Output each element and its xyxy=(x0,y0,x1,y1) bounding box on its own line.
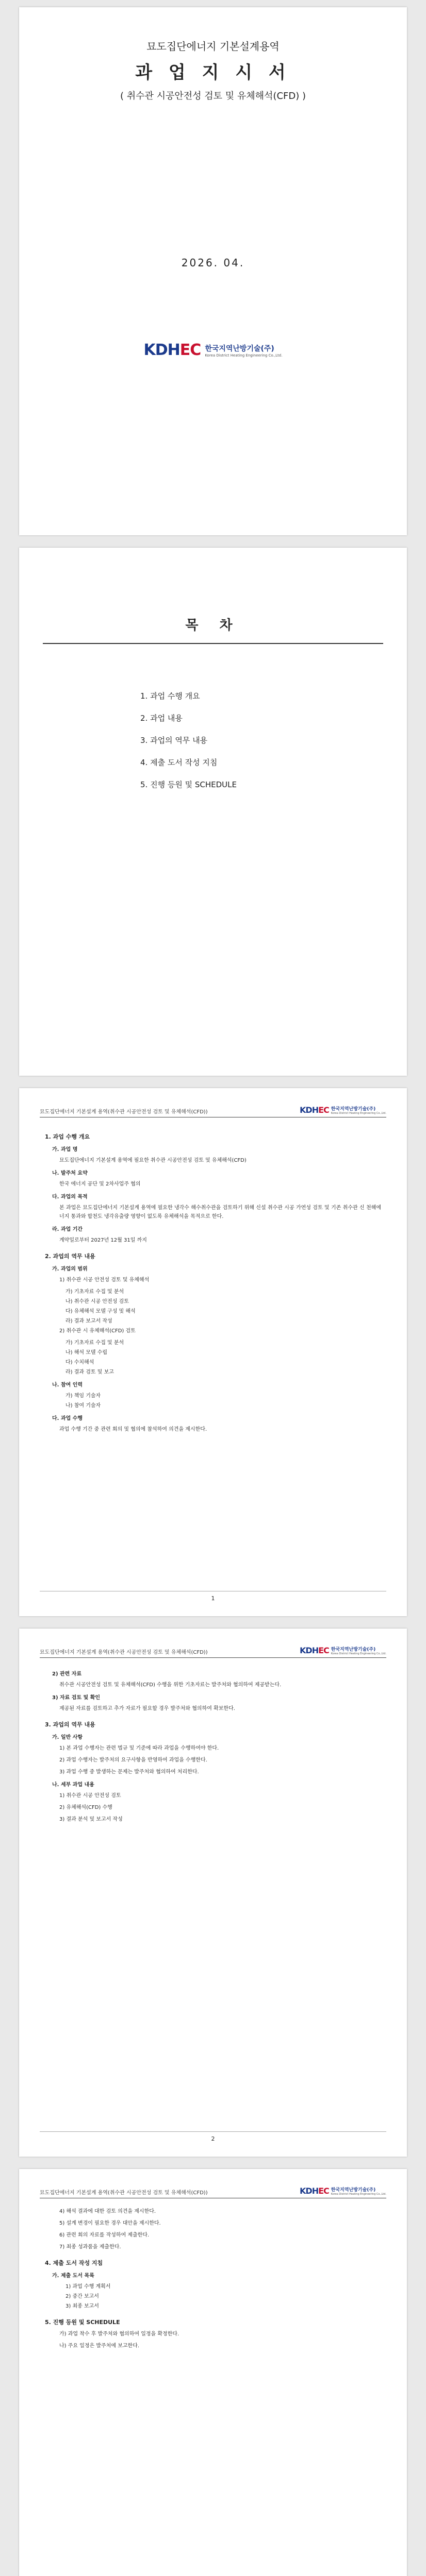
paragraph: 1) 본 과업 수행자는 관련 법규 및 기준에 따라 과업을 수행하여야 한다. xyxy=(59,1745,219,1751)
header-title: 묘도집단에너지 기본설계 용역(취수관 시공안전성 검토 및 유체해석(CFD)) xyxy=(40,2190,208,2196)
paragraph: 4) 해석 결과에 대한 검토 의견을 제시한다. xyxy=(59,2209,156,2214)
toc-item: 3. 과업의 역무 내용 xyxy=(140,736,208,745)
logo-company-name-en: Korea District Heating Engineering Co.,Ltd. xyxy=(331,1112,386,1115)
logo-mark: KDHEC xyxy=(300,1646,329,1655)
page-content xyxy=(45,1666,381,1827)
paragraph: 1) 취수관 시공 안전성 검토 xyxy=(59,1793,121,1799)
toc-item: 4. 제출 도서 작성 지침 xyxy=(140,758,218,767)
body-page xyxy=(19,1088,407,1616)
page-content xyxy=(45,2206,381,2353)
list-item: 2) 중간 보고서 xyxy=(65,2294,99,2299)
list-item: 1) 과업 수행 계획서 xyxy=(65,2284,111,2290)
subsection-heading: 나. 참여 인력 xyxy=(52,1382,83,1388)
logo-company-name: 한국지역난방기술(주) xyxy=(331,1107,376,1112)
logo-mark: KDHEC xyxy=(300,2186,329,2196)
paragraph: 한국 에너지 공단 및 2차사업주 협의 xyxy=(59,1181,141,1187)
header-logo xyxy=(300,1646,386,1655)
paragraph: 3) 과업 수행 중 발생하는 문제는 발주처와 협의하여 처리한다. xyxy=(59,1769,199,1775)
body-page xyxy=(19,1629,407,2157)
page-number: 2 xyxy=(211,2136,215,2142)
subsection-heading: 나. 세부 과업 내용 xyxy=(52,1782,94,1788)
cover-subtitle: ( 취수관 시공안전성 검토 및 유체해석(CFD) ) xyxy=(120,91,306,101)
paragraph: 2) 과업 수행자는 발주처의 요구사항을 반영하여 과업을 수행한다. xyxy=(59,1757,207,1763)
page-number: 1 xyxy=(211,1595,215,1602)
company-logo xyxy=(19,341,407,359)
paragraph: 취수관 시공안전성 검토 및 유체해석(CFD) 수행을 위한 기초자료는 발주처와 협의하여 제공받는다. xyxy=(59,1682,282,1688)
cover-project-name: 묘도집단에너지 기본설계용역 xyxy=(146,40,280,53)
list-item: 나) 취수관 시공 안전성 검토 xyxy=(65,1299,129,1304)
footer-divider xyxy=(40,2131,386,2132)
logo-company-name: 한국지역난방기술(주) xyxy=(205,344,274,353)
list-item: 다) 수치해석 xyxy=(65,1360,94,1365)
body-page xyxy=(19,2169,407,2576)
paragraph: 제공된 자료를 검토하고 추가 자료가 필요할 경우 발주처와 협의하여 확보한다. xyxy=(59,1706,235,1711)
subsection-heading: 다. 과업의 목적 xyxy=(52,1194,88,1200)
cover-date: 2026. 04. xyxy=(181,257,245,269)
header-title: 묘도집단에너지 기본설계 용역(취수관 시공안전성 검토 및 유체해석(CFD)) xyxy=(40,1109,208,1115)
subsection-heading: 가. 과업 명 xyxy=(52,1147,78,1153)
toc-title: 목 차 xyxy=(185,618,241,633)
cover-title-block xyxy=(19,7,407,102)
list-item: 가) 책임 기술자 xyxy=(65,1393,101,1399)
subsection-heading: 3) 자료 검토 및 확인 xyxy=(52,1695,101,1701)
section-heading: 2. 과업의 역무 내용 xyxy=(45,1253,95,1260)
paragraph: 묘도집단에너지 기본설계 용역에 필요한 취수관 시공안전성 검토 및 유체해석(CFD) xyxy=(59,1158,247,1163)
paragraph: 본 과업은 묘도집단에너지 기본설계 용역에 필요한 냉각수 해수취수관을 검토하기 위해 신설 취수관 시공 가연성 검토 및 기존 취수관 신 천해에너지 통과와 합천도 냉각유출량 영향이 없도록 유체해석을 목적으로 한다. xyxy=(59,1205,381,1219)
subsection-heading: 나. 발주처 요약 xyxy=(52,1171,88,1176)
header-title: 묘도집단에너지 기본설계 용역(취수관 시공안전성 검토 및 유체해석(CFD)) xyxy=(40,1650,208,1655)
subsection-heading: 2) 관련 자료 xyxy=(52,1671,82,1677)
list-item: 가) 기초자료 수집 및 분석 xyxy=(65,1289,124,1295)
logo-mark: KDHEC xyxy=(143,341,201,359)
paragraph: 과업 수행 기간 중 관련 회의 및 협의에 참석하여 의견을 제시한다. xyxy=(59,1427,207,1432)
logo-company-name: 한국지역난방기술(주) xyxy=(331,2188,376,2193)
logo-company-name-en: Korea District Heating Engineering Co.,Ltd. xyxy=(331,2193,386,2196)
subsection-heading: 가. 과업의 범위 xyxy=(52,1266,88,1272)
toc-page xyxy=(19,548,407,1076)
paragraph: 5) 설계 변경이 필요한 경우 대안을 제시한다. xyxy=(59,2221,161,2226)
paragraph: 가) 과업 착수 후 발주처와 협의하여 일정을 확정한다. xyxy=(59,2331,179,2337)
header-logo xyxy=(300,1105,386,1115)
subsection-heading: 가. 일반 사항 xyxy=(52,1735,83,1740)
cover-document-title: 과 업 지 시 서 xyxy=(135,62,291,83)
page-content xyxy=(45,1125,381,1437)
header-logo xyxy=(300,2186,386,2196)
logo-company-name: 한국지역난방기술(주) xyxy=(331,1647,376,1652)
page-header xyxy=(40,2182,386,2198)
subsection-heading: 가. 제출 도서 목록 xyxy=(52,2273,94,2279)
toc-divider xyxy=(43,643,383,644)
paragraph: 나) 주요 일정은 발주처에 보고한다. xyxy=(59,2343,140,2349)
toc-item: 5. 진행 등원 및 SCHEDULE xyxy=(140,780,237,789)
list-item: 3) 최종 보고서 xyxy=(65,2303,99,2309)
list-item: 라) 결과 보고서 작성 xyxy=(65,1318,112,1324)
page-header xyxy=(40,1101,386,1117)
list-item: 나) 참여 기술자 xyxy=(65,1403,101,1409)
logo-company-name-en: Korea District Heating Engineering Co.,Ltd. xyxy=(205,353,283,358)
page-header xyxy=(40,1642,386,1658)
paragraph: 계약일로부터 2027년 12월 31일 까지 xyxy=(59,1238,147,1243)
logo-company-name-en: Korea District Heating Engineering Co.,Ltd. xyxy=(331,1652,386,1655)
list-item: 나) 해석 모델 수립 xyxy=(65,1350,108,1355)
toc-item: 2. 과업 내용 xyxy=(140,714,183,723)
subsection-heading: 라. 과업 기간 xyxy=(52,1227,83,1232)
list-item: 라) 결과 검토 및 보고 xyxy=(65,1369,114,1375)
section-heading: 4. 제출 도서 작성 지침 xyxy=(45,2260,103,2266)
toc-list xyxy=(140,690,407,790)
list-item: 다) 유체해석 모델 구성 및 해석 xyxy=(65,1309,136,1314)
list-item: 가) 기초자료 수집 및 분석 xyxy=(65,1340,124,1346)
paragraph: 6) 관련 회의 자료를 작성하여 제출한다. xyxy=(59,2232,150,2238)
section-heading: 5. 진행 등원 및 SCHEDULE xyxy=(45,2319,120,2326)
section-heading: 3. 과업의 역무 내용 xyxy=(45,1721,95,1728)
toc-item: 1. 과업 수행 개요 xyxy=(140,691,200,701)
paragraph: 1) 취수관 시공 안전성 검토 및 유체해석 xyxy=(59,1277,150,1283)
paragraph: 3) 결과 분석 및 보고서 작성 xyxy=(59,1817,123,1822)
section-heading: 1. 과업 수행 개요 xyxy=(45,1133,90,1140)
logo-mark: KDHEC xyxy=(300,1105,329,1115)
cover-page xyxy=(19,7,407,535)
paragraph: 2) 취수관 시 유체해석(CFD) 검토 xyxy=(59,1328,136,1334)
subsection-heading: 다. 과업 수행 xyxy=(52,1416,83,1421)
paragraph: 7) 최종 성과품을 제출한다. xyxy=(59,2244,121,2250)
paragraph: 2) 유체해석(CFD) 수행 xyxy=(59,1805,112,1810)
